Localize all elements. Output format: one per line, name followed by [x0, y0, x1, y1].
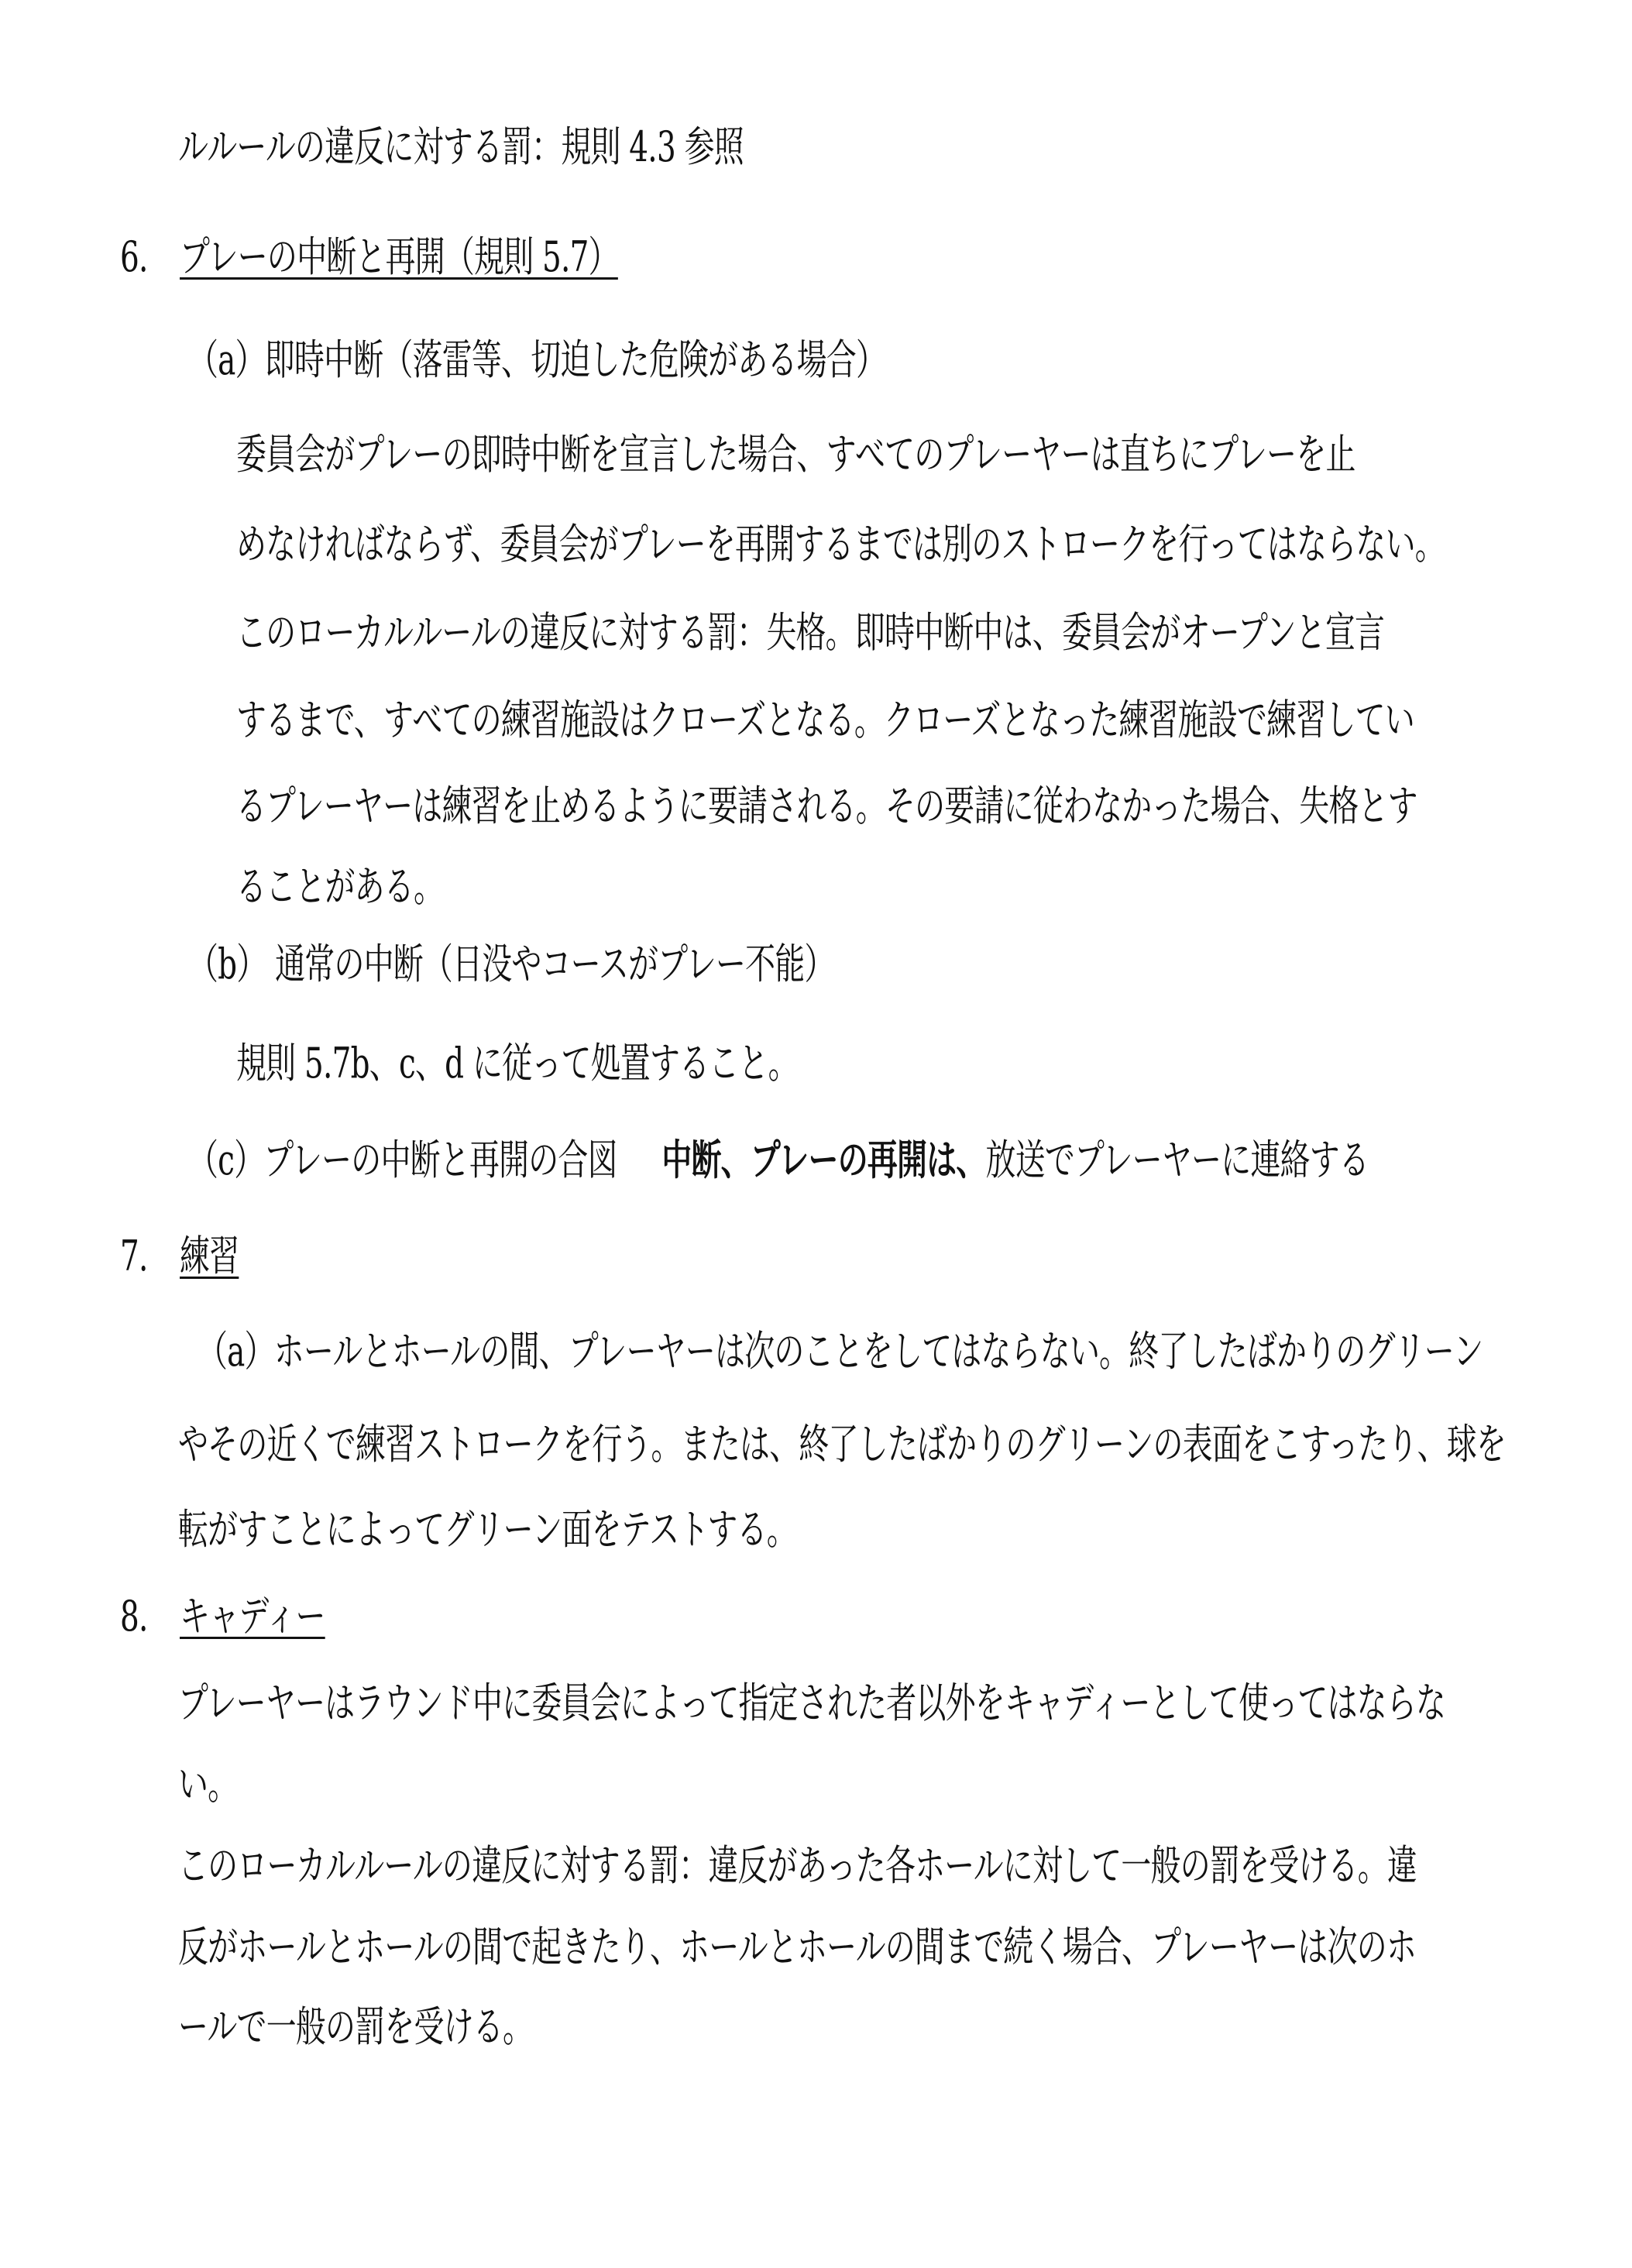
- section-6-number: 6.: [120, 232, 148, 281]
- section-6c-tail: 放送でプレーヤーに連絡する: [985, 1136, 1369, 1184]
- section-6c-line: [188, 1135, 1369, 1184]
- section-6a-line: するまで、すべての練習施設はクローズとなる。クローズとなった練習施設で練習してい: [236, 696, 1414, 744]
- section-8-number: 8.: [120, 1592, 148, 1641]
- section-6a-line: るプレーヤーは練習を止めるように要請される。その要請に従わなかった場合、失格とす: [236, 782, 1417, 830]
- section-8-title: キャディー: [180, 1592, 325, 1641]
- section-6b-heading: （b） 通常の中断（日没やコースがプレー不能）: [188, 940, 834, 988]
- section-6a-line: このローカルルールの違反に対する罰：失格。即時中断中は、委員会がオープンと宣言: [236, 608, 1385, 657]
- section-6c-bold-text: 中断、プレーの再開は、: [661, 1135, 986, 1184]
- section-6a-line: めなければならず、委員会がプレーを再開するまでは別のストロークを行ってはならない。: [236, 520, 1445, 569]
- section-6a-heading: （a）即時中断（落雷等、切迫した危険がある場合）: [188, 335, 886, 384]
- section-6a-line: ることがある。: [236, 862, 444, 911]
- section-8-line: ールで一般の罰を受ける。: [178, 2002, 533, 2051]
- penalty-reference-line: ルルールの違反に対する罰：規則 4.3 参照: [178, 122, 744, 171]
- section-6-title: プレーの中断と再開（規則 5.7）: [180, 232, 618, 281]
- section-7-line: 転がすことによってグリーン面をテストする。: [178, 1505, 796, 1554]
- section-8-line: このローカルルールの違反に対する罰：違反があった各ホールに対して一般の罰を受ける。違: [178, 1841, 1417, 1890]
- section-8-line: い。: [178, 1760, 238, 1809]
- section-7-number: 7.: [120, 1232, 148, 1280]
- section-8-line: 反がホールとホールの間で起きたり、ホールとホールの間まで続く場合、プレーヤーは次のホ: [178, 1923, 1417, 1971]
- section-6c-heading: （c）プレーの中断と再開の合図: [188, 1136, 617, 1184]
- section-7-title: 練習: [180, 1232, 239, 1280]
- section-6a-line: 委員会がプレーの即時中断を宣言した場合、すべてのプレーヤーは直ちにプレーを止: [236, 430, 1355, 479]
- section-6b-body: 規則 5.7b、c、d に従って処置すること。: [236, 1039, 798, 1088]
- section-8-line: プレーヤーはラウンド中に委員会によって指定された者以外をキャディーとして使ってはならな: [178, 1679, 1446, 1727]
- section-7-line: やその近くで練習ストロークを行う。または、終了したばかりのグリーンの表面をこすったり、球を: [178, 1420, 1507, 1469]
- section-7-line: （a）ホールとホールの間、プレーヤーは次のことをしてはならない。終了したばかりのグリーン: [198, 1327, 1483, 1376]
